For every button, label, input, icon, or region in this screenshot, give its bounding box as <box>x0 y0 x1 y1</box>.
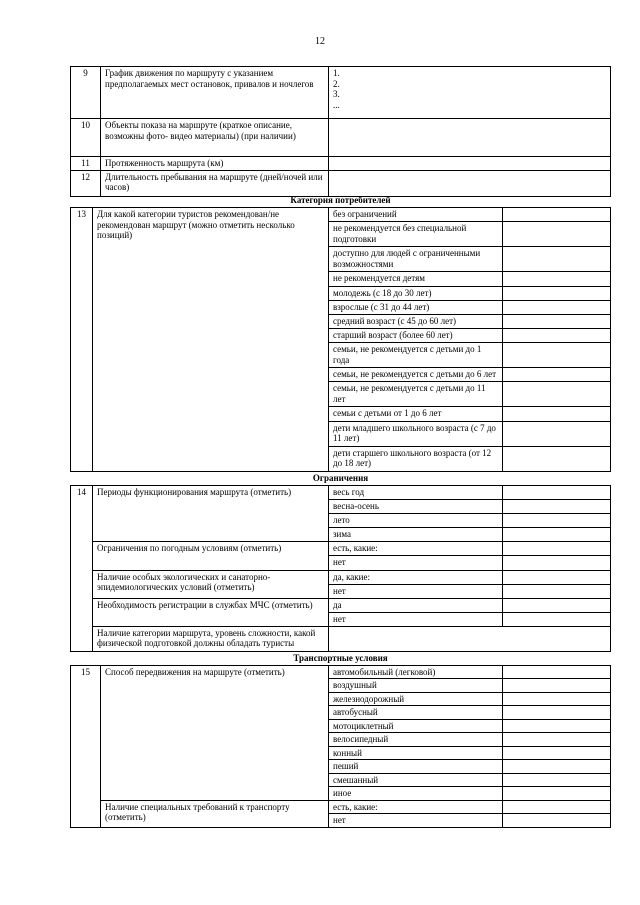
row-number: 11 <box>71 157 101 171</box>
section-title-row <box>71 194 611 208</box>
route-info-table <box>70 66 611 197</box>
table-row <box>71 170 611 196</box>
option-label: весь год <box>329 486 503 500</box>
option-mark-cell[interactable] <box>503 446 611 471</box>
row-number: 9 <box>71 67 101 119</box>
option-label: нет <box>329 814 503 828</box>
option-label: семьи, не рекомендуется с детьми до 1 года <box>329 343 503 368</box>
option-mark-cell[interactable] <box>503 300 611 314</box>
table-row <box>71 208 611 222</box>
table-row <box>71 570 611 584</box>
option-label: мотоциклетный <box>329 719 503 733</box>
option-label: весна-осень <box>329 500 503 514</box>
option-label: дети старшего школьного возраста (от 12 до 18 лет) <box>329 446 503 471</box>
option-mark-cell[interactable] <box>503 514 611 528</box>
option-mark-cell[interactable] <box>503 407 611 421</box>
limitations-table <box>70 472 611 652</box>
row-question: Наличие особых экологических и санаторно-эпидемиологических условий (отметить) <box>93 570 329 598</box>
transport-table <box>70 652 611 828</box>
option-mark-cell[interactable] <box>503 773 611 787</box>
option-label: доступно для людей с ограниченными возможностями <box>329 247 503 272</box>
table-row <box>71 598 611 612</box>
table-row <box>71 800 611 814</box>
row-question: График движения по маршруту с указанием предполагаемых мест остановок, привалов и ночлегов <box>101 67 329 119</box>
row-number: 13 <box>71 208 93 472</box>
row-number: 15 <box>71 665 101 827</box>
table-row <box>71 157 611 171</box>
option-label: старший возраст (более 60 лет) <box>329 328 503 342</box>
option-label: иное <box>329 787 503 801</box>
option-mark-cell[interactable] <box>503 208 611 222</box>
row-number: 12 <box>71 170 101 196</box>
schedule-line: 3. <box>333 89 340 99</box>
row-question: Длительность пребывания на маршруте (дней/ночей или часов) <box>101 170 329 196</box>
row-answer-field[interactable] <box>329 119 611 157</box>
option-mark-cell[interactable] <box>503 528 611 542</box>
option-mark-cell[interactable] <box>503 733 611 747</box>
table-row <box>71 542 611 556</box>
table-row <box>71 626 611 651</box>
page-number: 12 <box>315 36 325 47</box>
option-label: нет <box>329 612 503 626</box>
schedule-line: 1. <box>333 68 340 78</box>
option-label: не рекомендуется без специальной подготовки <box>329 222 503 247</box>
row-question: Способ передвижения на маршруте (отметить) <box>101 665 329 800</box>
option-label: пеший <box>329 760 503 774</box>
option-label: нет <box>329 584 503 598</box>
option-mark-cell[interactable] <box>503 421 611 446</box>
row-question: Объекты показа на маршруте (краткое описание, возможны фото- видео материалы) (при наличии) <box>101 119 329 157</box>
option-mark-cell[interactable] <box>503 760 611 774</box>
option-mark-cell[interactable] <box>503 679 611 693</box>
schedule-line: 2. <box>333 78 340 89</box>
section-title: Ограничения <box>71 472 611 486</box>
section-title-row <box>71 652 611 665</box>
option-mark-cell[interactable] <box>503 343 611 368</box>
option-label: семьи, не рекомендуется с детьми до 11 лет <box>329 382 503 407</box>
option-label: молодежь (с 18 до 30 лет) <box>329 286 503 300</box>
row-question: Периоды функционирования маршрута (отметить) <box>93 486 329 542</box>
table-row <box>71 486 611 500</box>
option-mark-cell[interactable] <box>503 719 611 733</box>
row-question: Наличие категории маршрута, уровень сложности, какой физической подготовкой должны обладать туристы <box>93 626 329 651</box>
option-mark-cell[interactable] <box>503 247 611 272</box>
row-answer-field[interactable] <box>329 626 611 651</box>
row-question: Ограничения по погодным условиям (отметить) <box>93 542 329 570</box>
option-mark-cell[interactable] <box>503 665 611 679</box>
option-mark-cell[interactable] <box>503 222 611 247</box>
option-mark-cell[interactable] <box>503 314 611 328</box>
option-mark-cell[interactable] <box>503 500 611 514</box>
option-mark-cell[interactable] <box>503 814 611 828</box>
row-question: Протяженность маршрута (км) <box>101 157 329 171</box>
table-row <box>71 665 611 679</box>
option-mark-cell[interactable] <box>503 542 611 556</box>
option-label: велосипедный <box>329 733 503 747</box>
option-mark-cell[interactable] <box>503 368 611 382</box>
option-mark-cell[interactable] <box>503 598 611 612</box>
option-label: конный <box>329 746 503 760</box>
table-row <box>71 67 611 119</box>
row-answer-field[interactable] <box>329 170 611 196</box>
option-label: без ограничений <box>329 208 503 222</box>
option-mark-cell[interactable] <box>503 584 611 598</box>
option-mark-cell[interactable] <box>503 272 611 286</box>
option-label: нет <box>329 556 503 570</box>
option-label: лето <box>329 514 503 528</box>
option-mark-cell[interactable] <box>503 692 611 706</box>
row-question: Наличие специальных требований к транспорту (отметить) <box>101 800 329 827</box>
option-label: не рекомендуется детям <box>329 272 503 286</box>
row-answer-field[interactable] <box>329 67 611 119</box>
consumer-category-table <box>70 194 611 472</box>
option-label: есть, какие: <box>329 542 503 556</box>
option-mark-cell[interactable] <box>503 556 611 570</box>
option-label: есть, какие: <box>329 800 503 814</box>
row-number: 10 <box>71 119 101 157</box>
option-mark-cell[interactable] <box>503 382 611 407</box>
option-label: семьи с детьми от 1 до 6 лет <box>329 407 503 421</box>
option-label: железнодорожный <box>329 692 503 706</box>
option-label: семьи, не рекомендуется с детьми до 6 лет <box>329 368 503 382</box>
option-mark-cell[interactable] <box>503 787 611 801</box>
row-answer-field[interactable] <box>329 157 611 171</box>
option-label: автомобильный (легковой) <box>329 665 503 679</box>
option-label: автобусный <box>329 706 503 720</box>
option-label: смешанный <box>329 773 503 787</box>
option-mark-cell[interactable] <box>503 706 611 720</box>
option-mark-cell[interactable] <box>503 328 611 342</box>
option-label: дети младшего школьного возраста (с 7 до 11 лет) <box>329 421 503 446</box>
option-mark-cell[interactable] <box>503 612 611 626</box>
option-mark-cell[interactable] <box>503 486 611 500</box>
option-mark-cell[interactable] <box>503 286 611 300</box>
option-label: взрослые (с 31 до 44 лет) <box>329 300 503 314</box>
option-label: да <box>329 598 503 612</box>
schedule-line: ... <box>333 99 340 110</box>
section-title: Категория потребителей <box>71 194 611 208</box>
option-mark-cell[interactable] <box>503 800 611 814</box>
row-number: 14 <box>71 486 93 652</box>
option-mark-cell[interactable] <box>503 746 611 760</box>
option-mark-cell[interactable] <box>503 570 611 584</box>
table-row <box>71 119 611 157</box>
row-question: Для какой категории туристов рекомендован/не рекомендован маршрут (можно отметить несколько позиций) <box>93 208 329 472</box>
option-label: зима <box>329 528 503 542</box>
row-question: Необходимость регистрации в службах МЧС (отметить) <box>93 598 329 626</box>
option-label: средний возраст (с 45 до 60 лет) <box>329 314 503 328</box>
section-title-row <box>71 472 611 486</box>
option-label: воздушный <box>329 679 503 693</box>
option-label: да, какие: <box>329 570 503 584</box>
section-title: Транспортные условия <box>71 652 611 665</box>
